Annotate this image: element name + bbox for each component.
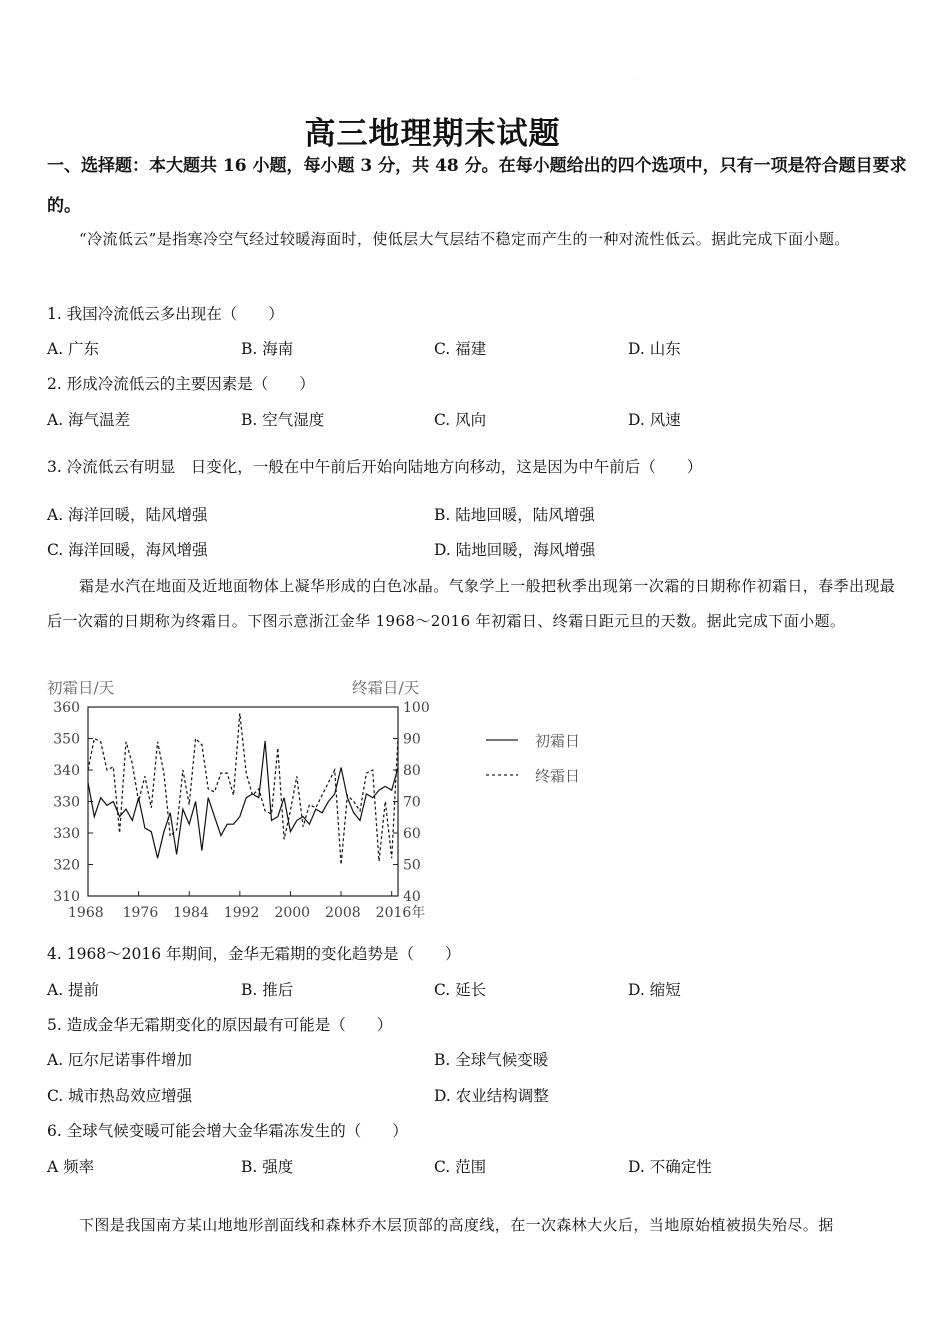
intro-paragraph-1: “冷流低云”是指寒冷空气经过较暖海面时，使低层大气层结不稳定而产生的一种对流性低云。据此完成下面小题。 xyxy=(79,230,850,248)
question-6-option-c[interactable]: C. 范围 xyxy=(434,1158,487,1176)
section-heading: 一、选择题：本大题共 16 小题，每小题 3 分，共 48 分。在每小题给出的四个选项中，只有一项是符合题目要求的。 xyxy=(47,156,907,216)
question-2-option-d[interactable]: D. 风速 xyxy=(628,411,681,429)
x-tick-label: 2016年 xyxy=(375,905,426,921)
question-4-stem: 4. 1968～2016 年期间，金华无霜期的变化趋势是（ ） xyxy=(47,945,461,963)
question-5-option-d[interactable]: D. 农业结构调整 xyxy=(434,1087,549,1105)
legend-label-final-frost: 终霜日 xyxy=(535,767,581,785)
intro-paragraph-3: 下图是我国南方某山地地形剖面线和森林乔木层顶部的高度线，在一次森林大火后，当地原始植被损失殆尽。据 xyxy=(79,1216,834,1234)
question-2-option-c[interactable]: C. 风向 xyxy=(434,411,487,429)
left-tick-label: 360 xyxy=(53,700,80,716)
question-4-option-d[interactable]: D. 缩短 xyxy=(628,981,681,999)
right-tick-label: 100 xyxy=(403,700,430,716)
frost-day-chart xyxy=(0,672,950,927)
question-1-option-d[interactable]: D. 山东 xyxy=(628,340,681,358)
left-tick-label: 310 xyxy=(53,889,80,905)
question-1-option-b[interactable]: B. 海南 xyxy=(241,340,294,358)
question-4-option-c[interactable]: C. 延长 xyxy=(434,981,487,999)
plot-frame xyxy=(88,707,398,896)
question-4-option-a[interactable]: A. 提前 xyxy=(47,981,100,999)
final-frost-line xyxy=(88,713,398,864)
right-tick-label: 40 xyxy=(403,889,421,905)
question-6-stem: 6. 全球气候变暖可能会增大金华霜冻发生的（ ） xyxy=(47,1122,408,1140)
intro-paragraph-2: 霜是水汽在地面及近地面物体上凝华形成的白色冰晶。气象学上一般把秋季出现第一次霜的日期称作初霜日，春季出现最后一次霜的日期称为终霜日。下图示意浙江金华 1968～2016 年初霜日、终霜日距元旦的天数。据此完成下面小题。 xyxy=(47,577,896,630)
page-title: 高三地理期末试题 xyxy=(304,116,561,152)
left-tick-label: 330 xyxy=(53,826,80,842)
left-tick-label: 350 xyxy=(53,731,80,748)
question-3-option-d[interactable]: D. 陆地回暖，海风增强 xyxy=(434,541,596,559)
question-3-stem: 3. 冷流低云有明显 日变化，一般在中午前后开始向陆地方向移动，这是因为中午前后（ ） xyxy=(47,458,703,476)
question-2-stem: 2. 形成冷流低云的主要因素是（ ） xyxy=(47,375,315,393)
question-6-option-b[interactable]: B. 强度 xyxy=(241,1158,294,1176)
question-5-option-b[interactable]: B. 全球气候变暖 xyxy=(434,1051,549,1069)
question-1-option-a[interactable]: A. 广东 xyxy=(47,340,100,358)
question-4-option-b[interactable]: B. 推后 xyxy=(241,981,294,999)
right-tick-label: 50 xyxy=(403,857,421,874)
x-tick-label: 1984 xyxy=(173,905,209,921)
x-tick-label: 2000 xyxy=(274,905,311,921)
right-axis-label: 终霜日/天 xyxy=(352,679,420,697)
left-tick-label: 330 xyxy=(53,794,80,811)
x-tick-label: 1976 xyxy=(122,905,159,921)
x-tick-label: 2008 xyxy=(325,905,361,921)
question-1-stem: 1. 我国冷流低云多出现在（ ） xyxy=(47,305,284,323)
right-tick-label: 90 xyxy=(403,731,421,748)
right-tick-label: 70 xyxy=(403,794,421,811)
right-tick-label: 60 xyxy=(403,826,421,842)
question-5-option-a[interactable]: A. 厄尔尼诺事件增加 xyxy=(47,1051,193,1069)
question-3-option-c[interactable]: C. 海洋回暖，海风增强 xyxy=(47,541,208,559)
page-mark: · xyxy=(634,76,636,83)
question-5-option-c[interactable]: C. 城市热岛效应增强 xyxy=(47,1087,193,1105)
x-tick-label: 1968 xyxy=(68,905,104,921)
question-6-option-a[interactable]: A 频率 xyxy=(47,1158,95,1176)
question-3-option-a[interactable]: A. 海洋回暖，陆风增强 xyxy=(47,506,208,524)
question-2-option-b[interactable]: B. 空气湿度 xyxy=(241,411,325,429)
left-tick-label: 320 xyxy=(53,857,80,874)
question-6-option-d[interactable]: D. 不确定性 xyxy=(628,1158,712,1176)
legend-label-initial-frost: 初霜日 xyxy=(535,732,581,750)
question-5-stem: 5. 造成金华无霜期变化的原因最有可能是（ ） xyxy=(47,1016,393,1034)
right-tick-label: 80 xyxy=(403,763,421,779)
left-axis-label: 初霜日/天 xyxy=(47,679,115,697)
x-tick-label: 1992 xyxy=(223,905,260,921)
question-1-option-c[interactable]: C. 福建 xyxy=(434,340,487,358)
question-3-option-b[interactable]: B. 陆地回暖，陆风增强 xyxy=(434,506,595,524)
question-2-option-a[interactable]: A. 海气温差 xyxy=(47,411,131,429)
chart-legend xyxy=(486,732,580,785)
left-tick-label: 340 xyxy=(53,763,80,779)
